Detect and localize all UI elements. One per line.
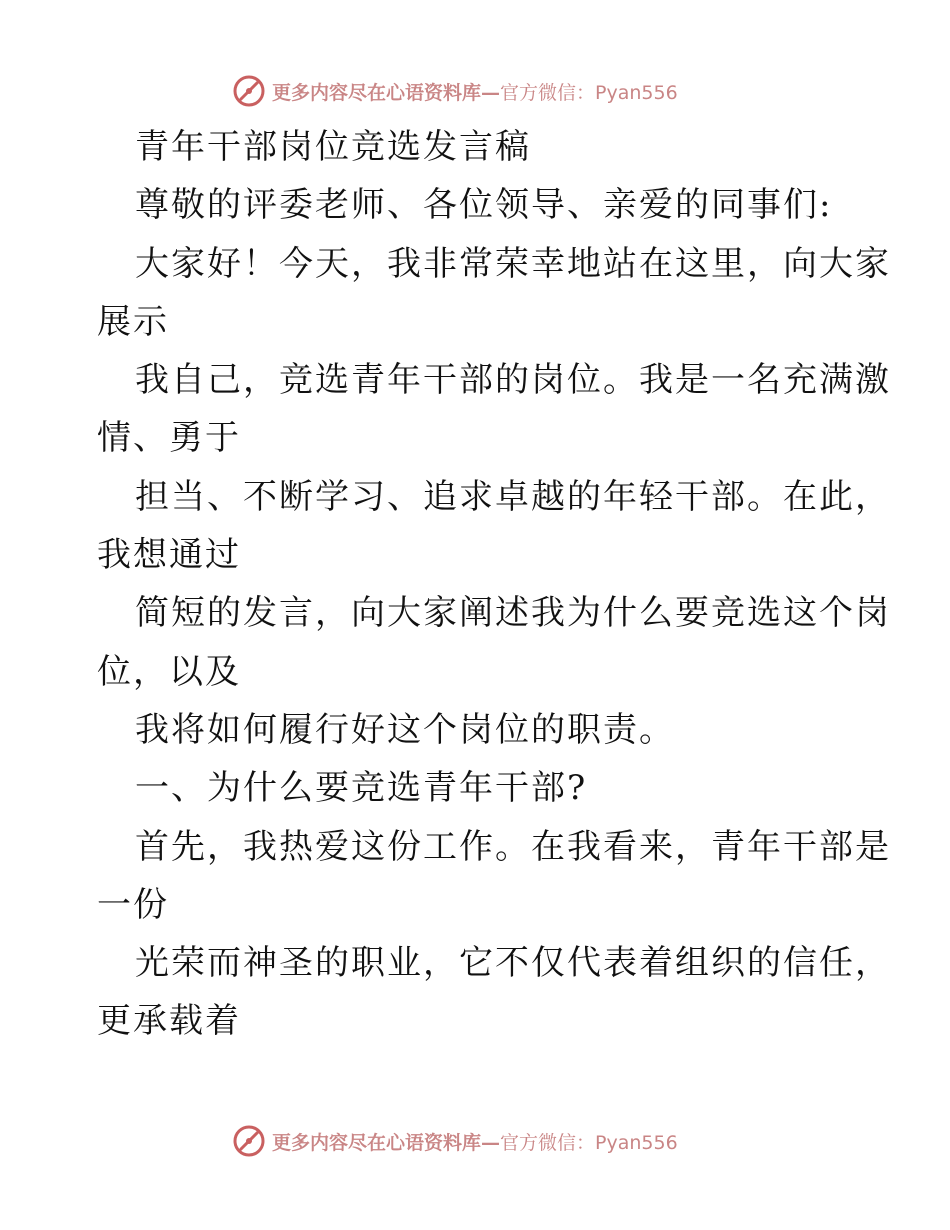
banner-text: 更多内容尽在心语资料库—官方微信：Pyan556 xyxy=(272,1131,678,1154)
paragraph-line: 大家好！今天，我非常荣幸地站在这里，向大家 xyxy=(135,243,891,284)
paragraph-line: 我将如何履行好这个岗位的职责。 xyxy=(135,709,675,750)
paragraph-line: 简短的发言，向大家阐述我为什么要竞选这个岗 xyxy=(135,593,891,634)
header-banner xyxy=(232,73,678,109)
paragraph-line: 情、勇于 xyxy=(97,418,241,459)
paragraph-line: 更承载着 xyxy=(97,1001,241,1042)
salutation: 尊敬的评委老师、各位领导、亲爱的同事们: xyxy=(135,185,833,226)
document-title: 青年干部岗位竞选发言稿 xyxy=(135,127,531,167)
logo-icon xyxy=(232,1124,266,1158)
paragraph-line: 担当、不断学习、追求卓越的年轻干部。在此， xyxy=(135,476,891,517)
footer-banner xyxy=(232,1123,678,1159)
paragraph-line: 我想通过 xyxy=(97,535,241,576)
paragraph-line: 位，以及 xyxy=(97,651,241,692)
paragraph-line: 我自己，竞选青年干部的岗位。我是一名充满激 xyxy=(135,360,891,401)
banner-text: 更多内容尽在心语资料库—官方微信：Pyan556 xyxy=(272,81,678,104)
section-heading: 一、为什么要竞选青年干部? xyxy=(135,768,588,809)
document-body xyxy=(97,118,891,1051)
paragraph-line: 首先，我热爱这份工作。在我看来，青年干部是 xyxy=(135,826,891,867)
paragraph-line: 展示 xyxy=(97,301,169,342)
logo-icon xyxy=(232,74,266,108)
paragraph-line: 光荣而神圣的职业，它不仅代表着组织的信任， xyxy=(135,943,891,984)
paragraph-line: 一份 xyxy=(97,884,169,925)
